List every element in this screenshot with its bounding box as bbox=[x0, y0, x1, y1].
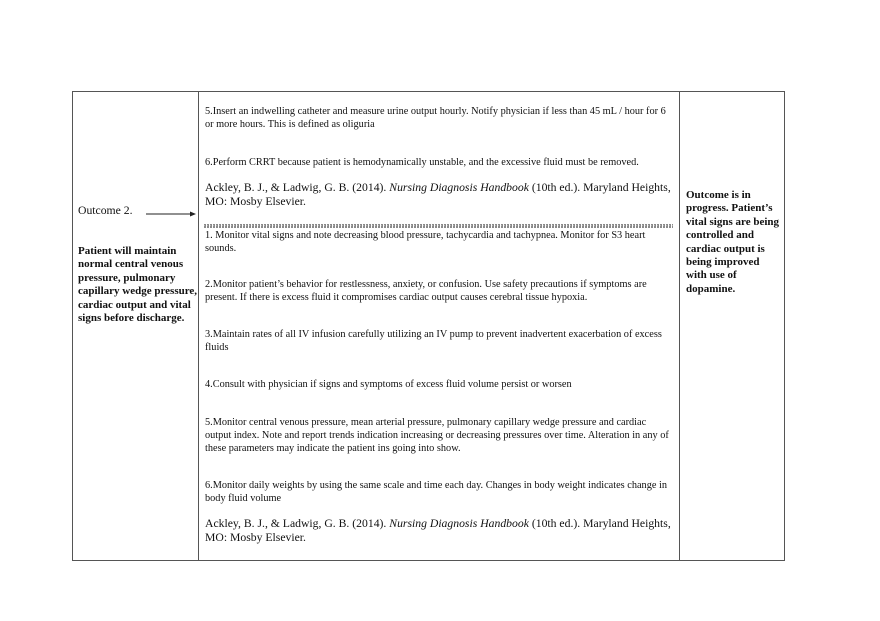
reference-citation: Ackley, B. J., & Ladwig, G. B. (2014). Nursing Diagnosis Handbook (10th ed.). Maryland Heights, MO: Mosby Elsevier. bbox=[205, 181, 671, 208]
interventions-column bbox=[200, 92, 679, 560]
arrow-right-icon bbox=[146, 211, 196, 217]
reference-book-title: Nursing Diagnosis Handbook bbox=[389, 181, 529, 194]
reference-citation: Ackley, B. J., & Ladwig, G. B. (2014). Nursing Diagnosis Handbook (10th ed.). Maryland Heights, MO: Mosby Elsevier. bbox=[205, 517, 671, 544]
intervention-item: 1. Monitor vital signs and note decreasing blood pressure, tachycardia and tachypnea. Monitor for S3 heart sounds. bbox=[205, 230, 646, 254]
intervention-item: 5.Monitor central venous pressure, mean arterial pressure, pulmonary capillary wedge pressure and cardiac output index. Note and report trends indication increasing or decreasing pressures over time. Alteration in any of these parameters may indicate the patient ins going into show. bbox=[205, 417, 669, 454]
intervention-item: 4.Consult with physician if signs and symptoms of excess fluid volume persist or worsen bbox=[205, 379, 572, 390]
intervention-item: 3.Maintain rates of all IV infusion carefully utilizing an IV pump to prevent inadvertent exacerbation of excess fluids bbox=[205, 329, 662, 353]
evaluation-status: Outcome is in progress. Patient’s vital signs are being controlled and cardiac output is being improved with use of dopamine. bbox=[686, 189, 780, 295]
reference-book-title: Nursing Diagnosis Handbook bbox=[389, 517, 529, 530]
intervention-item: 2.Monitor patient’s behavior for restlessness, anxiety, or confusion. Use safety precautions if symptoms are present. If there is excess fluid it compromises cardiac output causes cerebral tissue hypoxia. bbox=[205, 279, 647, 303]
outcome-column bbox=[73, 92, 199, 560]
care-plan-table bbox=[72, 91, 785, 561]
outcome-goal: Patient will maintain normal central venous pressure, pulmonary capillary wedge pressure, cardiac output and vital signs before discharge. bbox=[78, 245, 198, 325]
intervention-item: 6.Perform CRRT because patient is hemodynamically unstable, and the excessive fluid must be removed. bbox=[205, 157, 639, 168]
evaluation-column bbox=[680, 92, 784, 560]
intervention-item: 5.Insert an indwelling catheter and measure urine output hourly. Notify physician if less than 45 mL / hour for 6 or more hours. This is defined as oliguria bbox=[205, 106, 666, 130]
outcome-label: Outcome 2. bbox=[78, 204, 133, 217]
intervention-item: 6.Monitor daily weights by using the same scale and time each day. Changes in body weight indicates change in body fluid volume bbox=[205, 480, 668, 504]
section-divider bbox=[204, 224, 673, 228]
